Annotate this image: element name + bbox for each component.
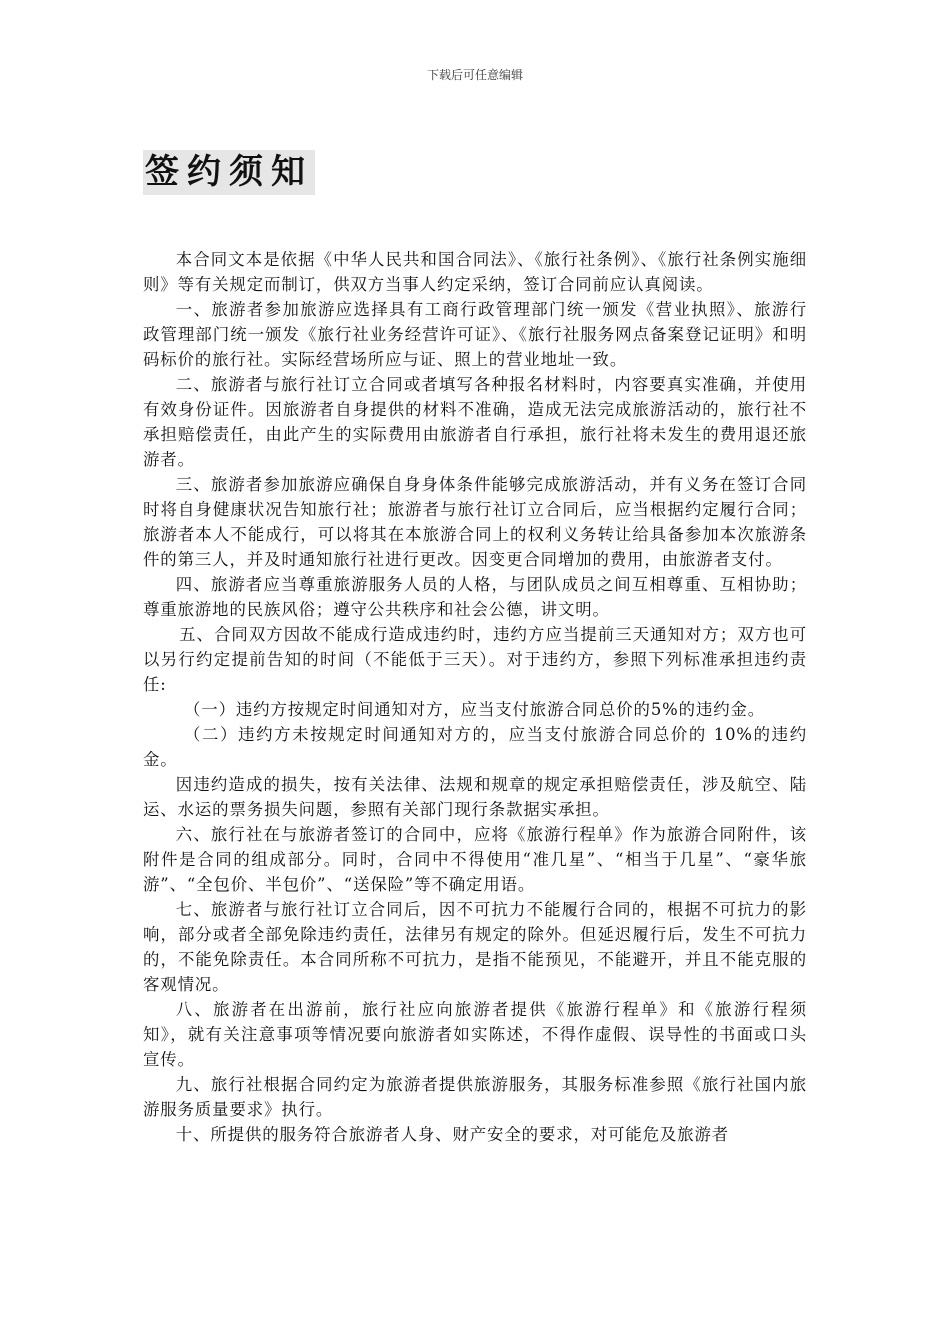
paragraph-item-4: 四、旅游者应当尊重旅游服务人员的人格，与团队成员之间互相尊重、互相协助；尊重旅游地的民族风俗；遵守公共秩序和社会公德，讲文明。 [143,575,807,619]
paragraph-item-5-sub-2: （二）违约方未按规定时间通知对方的，应当支付旅游合同总价的 10%的违约金。 [143,725,807,769]
paragraph-item-8: 八、旅游者在出游前，旅行社应向旅游者提供《旅游行程单》和《旅游行程须知》，就有关注意事项等情况要向旅游者如实陈述，不得作虚假、误导性的书面或口头宣传。 [143,1000,807,1069]
paragraph-item-5-sub-1: （一）违约方按规定时间通知对方，应当支付旅游合同总价的5%的违约金。 [184,700,766,719]
paragraph-item-9: 九、旅行社根据合同约定为旅游者提供旅游服务，其服务标准参照《旅行社国内旅游服务质量要求》执行。 [143,1075,807,1119]
paragraph-item-5: 五、合同双方因故不能成行造成违约时，违约方应当提前三天通知对方；双方也可以另行约定提前告知的时间（不能低于三天）。对于违约方，参照下列标准承担违约责任: [143,625,807,694]
paragraph-item-10: 十、所提供的服务符合旅游者人身、财产安全的要求，对可能危及旅游者 [175,1125,730,1144]
paragraph-item-5-loss: 因违约造成的损失，按有关法律、法规和规章的规定承担赔偿责任，涉及航空、陆运、水运的票务损失问题，参照有关部门现行条款据实承担。 [143,775,807,819]
header-note: 下载后可任意编辑 [426,68,523,82]
paragraph-item-3: 三、旅游者参加旅游应确保自身身体条件能够完成旅游活动，并有义务在签订合同时将自身健康状况告知旅行社；旅游者与旅行社订立合同后，应当根据约定履行合同；旅游者本人不能成行，可以将其在本旅游合同上的权利义务转让给具备参加本次旅游条件的第三人，并及时通知旅行社进行更改。因变更合同增加的费用，由旅游者支付。 [143,475,807,569]
paragraph-item-1: 一、旅游者参加旅游应选择具有工商行政管理部门统一颁发《营业执照》、旅游行政管理部门统一颁发《旅行社业务经营许可证》、《旅行社服务网点备案登记证明》和明码标价的旅行社。实际经营场所应与证、照上的营业地址一致。 [143,300,807,369]
paragraph-item-6: 六、旅行社在与旅游者签订的合同中，应将《旅游行程单》作为旅游合同附件，该附件是合同的组成部分。同时，合同中不得使用“准几星”、“相当于几星”、“豪华旅游”、“全包价、半包价”、“送保险”等不确定用语。 [143,825,807,894]
page-title: 签约须知 [143,150,315,195]
paragraph-item-2: 二、旅游者与旅行社订立合同或者填写各种报名材料时，内容要真实准确，并使用有效身份证件。因旅游者自身提供的材料不准确，造成无法完成旅游活动的，旅行社不承担赔偿责任，由此产生的实际费用由旅游者自行承担，旅行社将未发生的费用退还旅游者。 [143,375,807,469]
paragraph-item-7: 七、旅游者与旅行社订立合同后，因不可抗力不能履行合同的，根据不可抗力的影响，部分或者全部免除违约责任，法律另有规定的除外。但延迟履行后，发生不可抗力的，不能免除责任。本合同所称不可抗力，是指不能预见，不能避开，并且不能克服的客观情况。 [143,900,807,994]
document-body [143,247,807,1147]
paragraph-intro: 本合同文本是依据《中华人民共和国合同法》、《旅行社条例》、《旅行社条例实施细则》等有关规定而制订，供双方当事人约定采纳，签订合同前应认真阅读。 [143,250,807,294]
